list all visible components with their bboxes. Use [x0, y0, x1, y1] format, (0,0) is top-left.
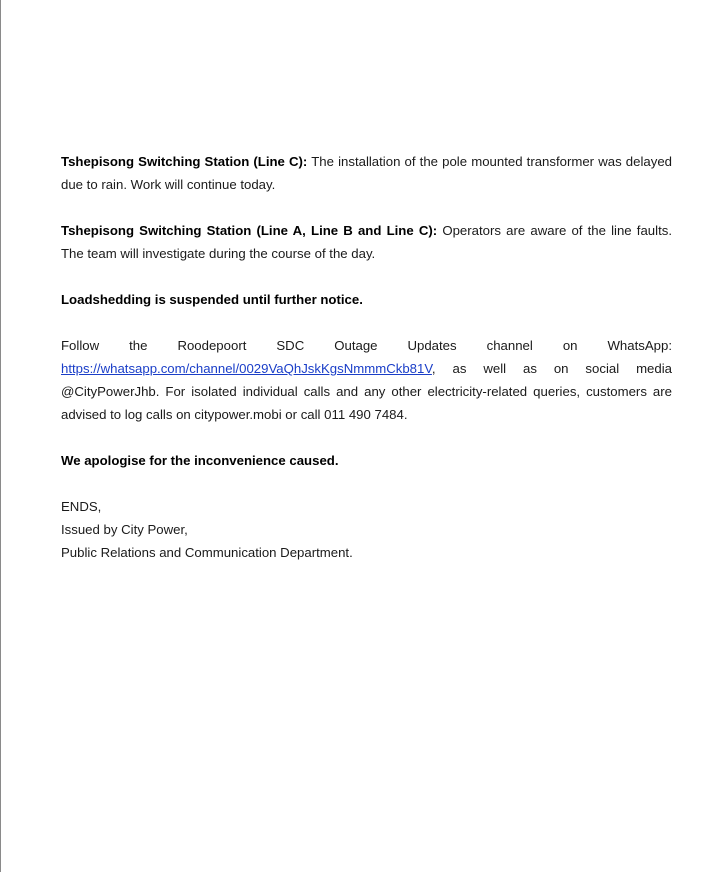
- whatsapp-channel-link[interactable]: https://whatsapp.com/channel/0029VaQhJskKgsNmmmCkb81V: [61, 361, 432, 376]
- line-c-paragraph: [61, 150, 672, 196]
- line-abc-heading: Tshepisong Switching Station (Line A, Line B and Line C):: [61, 223, 438, 238]
- line-abc-body: Operators are aware of the line faults. The team will investigate during the course of the day.: [61, 223, 672, 261]
- apology-text: We apologise for the inconvenience caused.: [61, 453, 339, 468]
- closing-block: [61, 495, 672, 564]
- issued-by-text: Issued by City Power,: [61, 522, 188, 537]
- ends-text: ENDS,: [61, 499, 102, 514]
- page-left-edge: [0, 0, 1, 872]
- line-abc-paragraph: [61, 219, 672, 265]
- loadshedding-text: Loadshedding is suspended until further notice.: [61, 292, 363, 307]
- line-c-body: The installation of the pole mounted transformer was delayed due to rain. Work will continue today.: [61, 154, 672, 192]
- follow-rest: , as well as on social media @CityPowerJhb. For isolated individual calls and any other electricity-related queries, customers are advised to log calls on citypower.mobi or call 011 490 7484.: [61, 361, 672, 422]
- document-body: [61, 150, 672, 587]
- loadshedding-notice: [61, 288, 672, 311]
- follow-intro: Follow the Roodepoort SDC Outage Updates channel on WhatsApp:: [61, 338, 672, 353]
- apology-paragraph: [61, 449, 672, 472]
- line-c-heading: Tshepisong Switching Station (Line C):: [61, 154, 308, 169]
- department-text: Public Relations and Communication Department.: [61, 545, 353, 560]
- follow-paragraph: [61, 334, 672, 426]
